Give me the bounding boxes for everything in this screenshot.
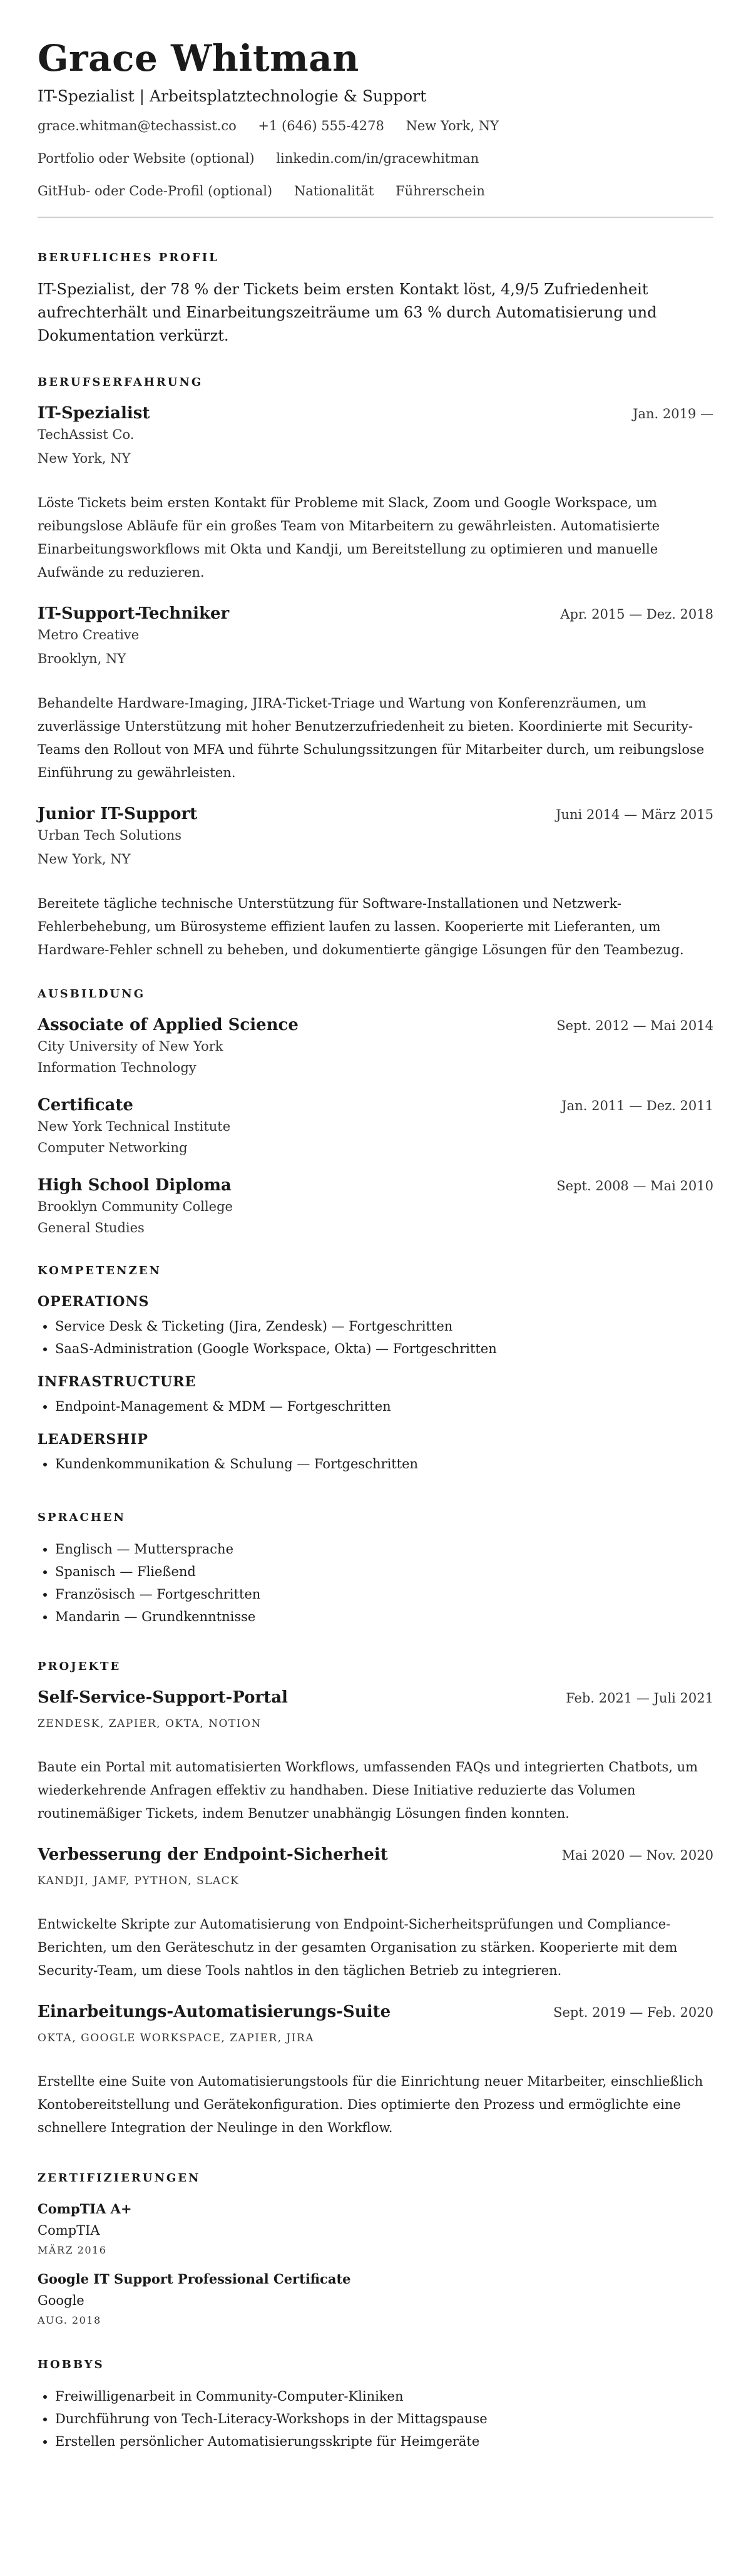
skill-item: • Kundenkommunikation & Schulung — Fortgeschritten — [55, 1453, 713, 1475]
job-title: Junior IT-Support — [38, 805, 198, 823]
hobby-item: • Freiwilligenarbeit in Community-Computer-Kliniken — [55, 2385, 713, 2408]
job-location: Brooklyn, NY — [38, 651, 126, 666]
certifications-section — [38, 2171, 713, 2330]
experience-entry — [38, 603, 713, 785]
project-name: Einarbeitungs-Automatisierungs-Suite — [38, 2002, 391, 2021]
job-location: New York, NY — [38, 852, 131, 867]
job-description: Löste Tickets beim ersten Kontakt für Probleme mit Slack, Zoom und Google Workspace, um reibungslose Abläufe für ein großes Team von Mitarbeitern zu gewährleisten. Automatisierte Einarbeitungsworkflows mit Okta und Kandji, um Bereitstellung zu optimieren und manuelle Aufwände zu reduzieren. — [38, 495, 660, 580]
job-location: New York, NY — [38, 451, 131, 466]
section-title-profile: BERUFLICHES PROFIL — [38, 251, 219, 264]
skill-group-title: OPERATIONS — [38, 1294, 150, 1310]
profile-section — [38, 250, 713, 348]
job-company: Metro Creative — [38, 627, 140, 642]
contact-email[interactable]: grace.whitman@techassist.co — [38, 118, 237, 133]
project-description: Entwickelte Skripte zur Automatisierung von Endpoint-Sicherheitsprüfungen und Compliance-Berichten, um den Geräteschutz in der gesamten Organisation zu stärken. Kooperierte mit dem Security-Team, um diese Tools nahtlos in den täglichen Betrieb zu integrieren. — [38, 1917, 678, 1978]
education-section — [38, 987, 713, 1239]
certification-date: MÄRZ 2016 — [38, 2244, 107, 2256]
section-title-experience: BERUFSERFAHRUNG — [38, 376, 203, 389]
certification-entry — [38, 2269, 713, 2330]
resume-page — [38, 0, 713, 2453]
section-title-skills: KOMPETENZEN — [38, 1264, 161, 1277]
degree-dates: Sept. 2008 — Mai 2010 — [556, 1178, 713, 1193]
header-divider — [38, 217, 713, 218]
contact-nationality: Nationalität — [294, 183, 374, 198]
section-title-certifications: ZERTIFIZIERUNGEN — [38, 2172, 201, 2185]
section-title-education: AUSBILDUNG — [38, 987, 146, 1001]
project-description: Baute ein Portal mit automatisierten Workflows, umfassenden FAQs und integrierten Chatbots, um wiederkehrende Anfragen effektiv zu handhaben. Diese Initiative reduzierte das Volumen routinemäßiger Tickets, indem Benutzer unabhängig Lösungen finden konnten. — [38, 1759, 698, 1821]
experience-entry — [38, 803, 713, 962]
skill-item: • Endpoint-Management & MDM — Fortgeschritten — [55, 1395, 713, 1418]
contact-location: New York, NY — [406, 118, 499, 133]
section-title-projects: PROJEKTE — [38, 1660, 121, 1673]
projects-section — [38, 1659, 713, 2140]
project-name: Verbesserung der Endpoint-Sicherheit — [38, 1845, 388, 1864]
study-field: General Studies — [38, 1220, 145, 1235]
education-entry — [38, 1014, 713, 1078]
skill-item: • Service Desk & Ticketing (Jira, Zendesk) — Fortgeschritten — [55, 1315, 713, 1337]
school-name: New York Technical Institute — [38, 1119, 231, 1134]
contact-license: Führerschein — [396, 183, 485, 198]
job-dates: Jan. 2019 — — [633, 406, 713, 421]
project-entry — [38, 2001, 713, 2140]
experience-section — [38, 375, 713, 962]
degree-title: Associate of Applied Science — [38, 1016, 299, 1034]
contact-info — [38, 114, 713, 203]
contact-phone[interactable]: +1 (646) 555-4278 — [258, 118, 384, 133]
resume-header — [38, 36, 713, 203]
hobby-item: • Durchführung von Tech-Literacy-Workshops in der Mittagspause — [55, 2408, 713, 2430]
skill-list — [38, 1453, 713, 1475]
language-item: • Französisch — Fortgeschritten — [55, 1583, 713, 1605]
skill-list — [38, 1395, 713, 1418]
job-title: IT-Spezialist — [38, 404, 150, 423]
project-tags: OKTA, GOOGLE WORKSPACE, ZAPIER, JIRA — [38, 2032, 315, 2044]
profile-summary: IT-Spezialist, der 78 % der Tickets beim ersten Kontakt löst, 4,9/5 Zufriedenheit aufrechterhält und Einarbeitungszeiträume um 63 % durch Automatisierung und Dokumentation verkürzt. — [38, 281, 657, 344]
language-item: • Spanisch — Fließend — [55, 1560, 713, 1583]
degree-title: High School Diploma — [38, 1176, 232, 1195]
job-title: IT-Support-Techniker — [38, 604, 230, 623]
job-company: TechAssist Co. — [38, 427, 135, 442]
project-entry — [38, 1844, 713, 1982]
candidate-headline: IT-Spezialist | Arbeitsplatztechnologie & Support — [38, 87, 427, 105]
project-dates: Sept. 2019 — Feb. 2020 — [553, 2005, 713, 2020]
certification-issuer: CompTIA — [38, 2223, 100, 2238]
certification-date: AUG. 2018 — [38, 2314, 101, 2326]
school-name: Brooklyn Community College — [38, 1199, 233, 1214]
certification-name: CompTIA A+ — [38, 2201, 132, 2217]
project-tags: KANDJI, JAMF, PYTHON, SLACK — [38, 1875, 240, 1887]
job-description: Behandelte Hardware-Imaging, JIRA-Ticket-Triage und Wartung von Konferenzräumen, um zuverlässige Unterstützung mit hoher Benutzerzufriedenheit zu bieten. Koordinierte mit Security-Teams den Rollout von MFA und führte Schulungssitzungen für Mitarbeiter durch, um reibungslose Einführung zu gewährleisten. — [38, 696, 705, 780]
job-dates: Juni 2014 — März 2015 — [556, 807, 713, 822]
study-field: Information Technology — [38, 1060, 197, 1075]
job-company: Urban Tech Solutions — [38, 828, 182, 843]
skills-section — [38, 1264, 713, 1475]
project-dates: Mai 2020 — Nov. 2020 — [561, 1848, 713, 1863]
contact-linkedin[interactable]: linkedin.com/in/gracewhitman — [276, 151, 479, 166]
language-list — [38, 1538, 713, 1628]
education-entry — [38, 1175, 713, 1239]
certification-issuer: Google — [38, 2293, 84, 2308]
degree-dates: Sept. 2012 — Mai 2014 — [556, 1018, 713, 1033]
contact-github[interactable]: GitHub- oder Code-Profil (optional) — [38, 183, 273, 198]
skill-group-title: LEADERSHIP — [38, 1431, 148, 1448]
education-entry — [38, 1095, 713, 1158]
degree-title: Certificate — [38, 1096, 133, 1115]
job-description: Bereitete tägliche technische Unterstützung für Software-Installationen und Netzwerk-Fehlerbehebung, um Bürosysteme effizient laufen zu lassen. Kooperierte mit Lieferanten, um Hardware-Fehler schnell zu beheben, und dokumentierte gängige Lösungen für den Teambezug. — [38, 896, 684, 957]
section-title-hobbies: HOBBYS — [38, 2358, 105, 2371]
certification-entry — [38, 2198, 713, 2260]
project-description: Erstellte eine Suite von Automatisierungstools für die Einrichtung neuer Mitarbeiter, einschließlich Kontobereitstellung und Gerätekonfiguration. Dies optimierte den Prozess und ermöglichte eine schnellere Integration der Neulinge in den Workflow. — [38, 2074, 703, 2135]
hobby-item: • Erstellen persönlicher Automatisierungsskripte für Heimgeräte — [55, 2430, 713, 2453]
languages-section — [38, 1510, 713, 1628]
experience-entry — [38, 403, 713, 584]
school-name: City University of New York — [38, 1039, 223, 1054]
language-item: • Englisch — Muttersprache — [55, 1538, 713, 1560]
job-dates: Apr. 2015 — Dez. 2018 — [560, 607, 713, 622]
language-item: • Mandarin — Grundkenntnisse — [55, 1605, 713, 1628]
skill-group-title: INFRASTRUCTURE — [38, 1374, 197, 1390]
section-title-languages: SPRACHEN — [38, 1511, 126, 1524]
study-field: Computer Networking — [38, 1140, 188, 1155]
skill-list — [38, 1315, 713, 1360]
hobby-list — [38, 2385, 713, 2453]
project-dates: Feb. 2021 — Juli 2021 — [566, 1691, 713, 1706]
degree-dates: Jan. 2011 — Dez. 2011 — [561, 1098, 713, 1113]
hobbies-section — [38, 2357, 713, 2453]
certification-name: Google IT Support Professional Certificate — [38, 2271, 351, 2287]
project-entry — [38, 1687, 713, 1825]
candidate-name: Grace Whitman — [38, 37, 359, 80]
project-tags: ZENDESK, ZAPIER, OKTA, NOTION — [38, 1718, 262, 1730]
contact-portfolio[interactable]: Portfolio oder Website (optional) — [38, 151, 255, 166]
project-name: Self-Service-Support-Portal — [38, 1688, 288, 1707]
skill-item: • SaaS-Administration (Google Workspace, Okta) — Fortgeschritten — [55, 1337, 713, 1360]
